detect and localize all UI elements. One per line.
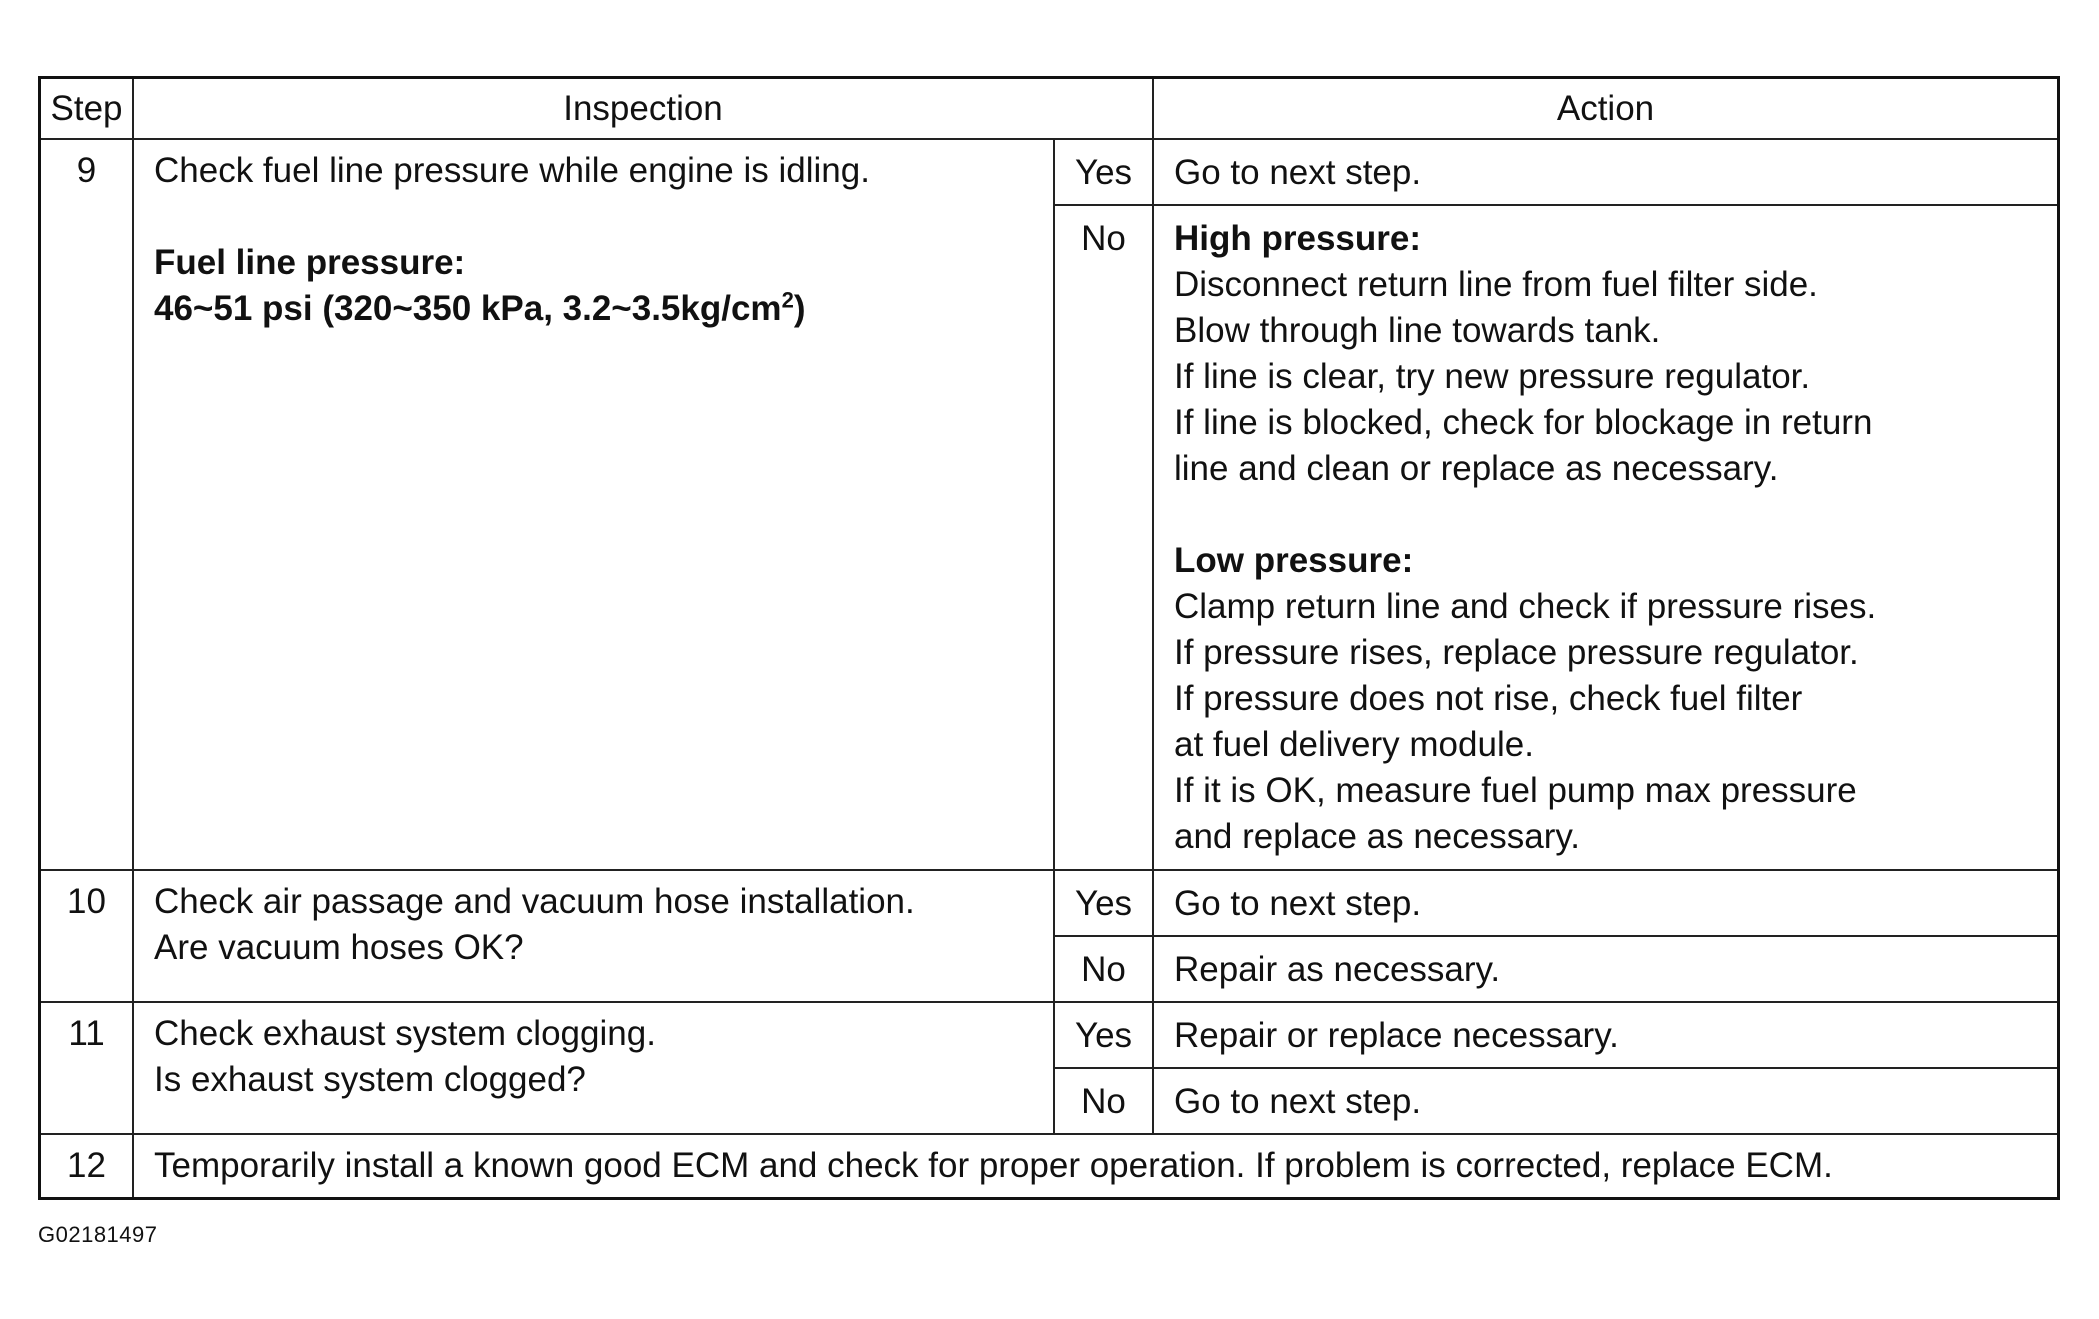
low-pressure-line: Clamp return line and check if pressure rises. (1174, 587, 1877, 627)
step-number: 9 (41, 139, 133, 870)
no-label: No (1054, 1068, 1153, 1134)
no-action: Go to next step. (1153, 1068, 2057, 1134)
no-action (1153, 205, 2057, 870)
high-pressure-line: If line is blocked, check for blockage in return (1174, 403, 1873, 443)
yes-label: Yes (1054, 139, 1153, 205)
high-pressure-title: High pressure: (1174, 219, 1421, 259)
table-row (41, 139, 2057, 205)
inspection-cell (133, 1002, 1054, 1134)
spec-value: 46~51 psi (320~350 kPa, $3.2\sim 3.5kg/cm^2$) (154, 287, 806, 329)
step-number: 11 (41, 1002, 133, 1134)
diagnostic-table-frame (38, 76, 2060, 1200)
high-pressure-line: Disconnect return line from fuel filter side. (1174, 265, 1818, 305)
high-pressure-line: line and clean or replace as necessary. (1174, 449, 1779, 489)
yes-action: Go to next step. (1153, 139, 2057, 205)
no-label: No (1054, 936, 1153, 1002)
low-pressure-title: Low pressure: (1174, 541, 1414, 581)
inspection-text: Check exhaust system clogging. (154, 1013, 656, 1053)
no-label: No (1054, 205, 1153, 870)
high-pressure-line: Blow through line towards tank. (1174, 311, 1661, 351)
spec-label: Fuel line pressure: (154, 243, 466, 283)
header-row (41, 79, 2057, 139)
table-row (41, 1134, 2057, 1197)
inspection-text: Check air passage and vacuum hose installation. (154, 881, 915, 921)
low-pressure-line: If pressure does not rise, check fuel filter (1174, 679, 1803, 719)
step-number: 12 (41, 1134, 133, 1197)
inspection-text: Check fuel line pressure while engine is idling. (154, 151, 870, 191)
figure-id: G02181497 (38, 1222, 158, 1247)
low-pressure-line: If pressure rises, replace pressure regulator. (1174, 633, 1859, 673)
inspection-cell (133, 870, 1054, 1002)
high-pressure-line: If line is clear, try new pressure regulator. (1174, 357, 1811, 397)
header-inspection: Inspection (133, 79, 1153, 139)
no-action: Repair as necessary. (1153, 936, 2057, 1002)
diagnostic-table (41, 79, 2057, 1197)
inspection-cell (133, 139, 1054, 870)
yes-action: Repair or replace necessary. (1153, 1002, 2057, 1068)
yes-label: Yes (1054, 1002, 1153, 1068)
low-pressure-line: If it is OK, measure fuel pump max pressure (1174, 771, 1857, 811)
table-row (41, 870, 2057, 936)
header-step: Step (41, 79, 133, 139)
step-number: 10 (41, 870, 133, 1002)
full-width-instruction: Temporarily install a known good ECM and check for proper operation. If problem is corrected, replace ECM. (133, 1134, 2057, 1197)
header-action: Action (1153, 79, 2057, 139)
table-row (41, 1002, 2057, 1068)
inspection-text: Is exhaust system clogged? (154, 1059, 586, 1099)
yes-label: Yes (1054, 870, 1153, 936)
yes-action: Go to next step. (1153, 870, 2057, 936)
inspection-text: Are vacuum hoses OK? (154, 927, 524, 967)
low-pressure-line: and replace as necessary. (1174, 817, 1580, 857)
low-pressure-line: at fuel delivery module. (1174, 725, 1534, 765)
